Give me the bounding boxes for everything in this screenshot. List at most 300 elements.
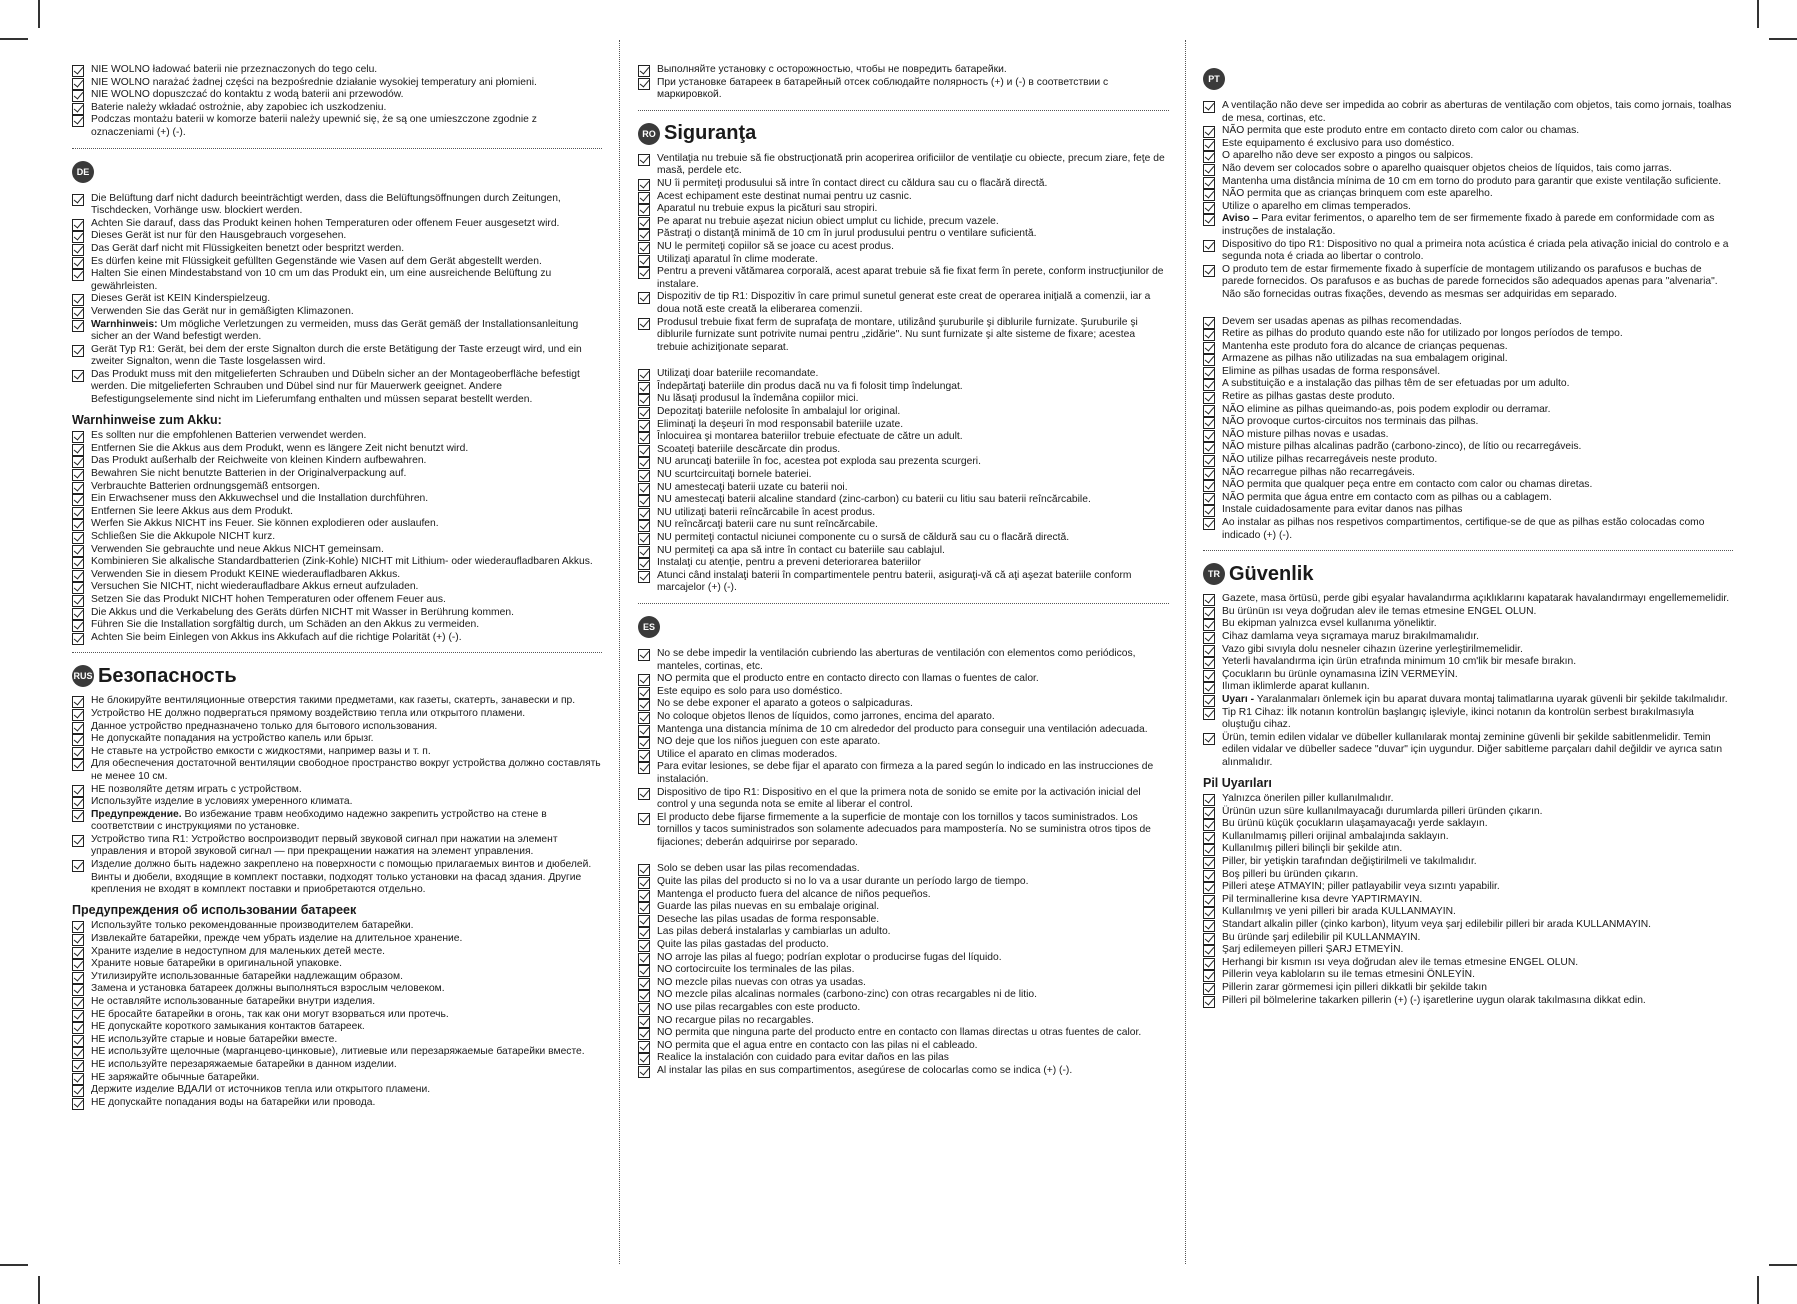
checkbox-icon	[72, 696, 84, 708]
list-item	[72, 89, 602, 102]
checkbox-icon	[1203, 870, 1215, 882]
list-item	[638, 1002, 1169, 1015]
checkbox-icon	[72, 1085, 84, 1097]
list-item-text: Las pilas deberá instalarlas y cambiarlas un adulto.	[657, 926, 891, 938]
list-item-text: Şarj edilemeyen pilleri ŞARJ ETMEYİN.	[1222, 944, 1404, 956]
list-item	[638, 812, 1169, 850]
list-item-text: Das Gerät darf nicht mit Flüssigkeiten benetzt oder bespritzt werden.	[91, 242, 405, 254]
list-item	[638, 393, 1169, 406]
list-item-text: Guarde las pilas nuevas en su embalaje original.	[657, 901, 880, 913]
checkbox-icon	[72, 244, 84, 256]
list-item-text: Утилизируйте использованные батарейки надлежащим образом.	[91, 970, 403, 982]
list-item-text: NO permita que el agua entre en contacto con las pilas ni el cableado.	[657, 1039, 978, 1051]
list-item	[72, 996, 602, 1009]
checkbox-icon	[72, 1010, 84, 1022]
list-item-text: NU scurtcircuitaţi bornele bateriei.	[657, 469, 812, 481]
checkbox-icon	[72, 65, 84, 77]
checkbox-icon	[1203, 442, 1215, 454]
list-item-text: Não devem ser colocados sobre o aparelho quaisquer objetos cheios de líquidos, tais como jarras.	[1222, 162, 1672, 174]
list-item-text: Atunci când instalaţi baterii în compartimentele pentru baterii, asiguraţi-vă că aţi aşezat bateriile conform marcajelor (+) (-).	[657, 569, 1132, 594]
list-item-text: Не ставьте на устройство емкости с жидкостями, например вазы и т. п.	[91, 745, 431, 757]
checkbox-icon	[638, 737, 650, 749]
list-item	[72, 695, 602, 708]
list-item	[638, 952, 1169, 965]
list-item-text: Scoateţi bateriile descărcate din produs.	[657, 443, 841, 455]
list-item-text: Halten Sie einen Mindestabstand von 10 cm um das Produkt ein, um eine ausreichende Belüftung zu gewährleisten.	[91, 268, 552, 292]
list-item-text: NIE WOLNO dopuszczać do kontaktu z wodą baterii ani przewodów.	[91, 89, 404, 101]
list-item	[638, 545, 1169, 558]
pt-battery-list	[1203, 316, 1733, 543]
list-item	[638, 557, 1169, 570]
checkbox-icon	[72, 734, 84, 746]
list-item-text: Dispositivo de tipo R1: Dispositivo en el que la primera nota de sonido se emite por la activación inicial del control y una segunda nota se emite al liberar el control.	[657, 786, 1141, 811]
list-item-text: Храните изделие в недоступном для маленьких детей месте.	[91, 945, 386, 957]
checkbox-icon	[638, 750, 650, 762]
checkbox-icon	[638, 407, 650, 419]
checkbox-icon	[72, 785, 84, 797]
list-item-text: Не блокируйте вентиляционные отверстия такими предметами, как газеты, скатерть, занавески и пр.	[91, 695, 576, 707]
list-item	[72, 784, 602, 797]
list-item	[1203, 618, 1733, 631]
checkbox-icon	[1203, 329, 1215, 341]
list-item	[72, 455, 602, 468]
checkbox-icon	[638, 1016, 650, 1028]
list-item-text: NU permiteţi contactul niciunei componente cu o sursă de căldură sau cu o flacără directă.	[657, 532, 1070, 543]
list-item-text: NO deje que los niños jueguen con este aparato.	[657, 736, 881, 748]
checkbox-icon	[72, 557, 84, 569]
list-item-text: NO mezcle pilas nuevas con otras ya usadas.	[657, 976, 866, 988]
checkbox-icon	[72, 595, 84, 607]
rus-battery-list	[72, 920, 602, 1109]
list-item-text: Achten Sie beim Einlegen von Akkus ins Akkufach auf die richtige Polarität (+) (-).	[91, 631, 462, 643]
checkbox-icon	[72, 1073, 84, 1085]
list-item-text: Çocukların bu ürünle oynamasına İZİN VERMEYİN.	[1222, 668, 1458, 680]
checkbox-icon	[638, 1028, 650, 1040]
list-item	[638, 686, 1169, 699]
list-item-text: Schließen Sie die Akkupole NICHT kurz.	[91, 531, 276, 542]
checkbox-icon	[638, 457, 650, 469]
checkbox-icon	[638, 978, 650, 990]
list-item	[638, 570, 1169, 595]
list-item	[1203, 995, 1733, 1008]
list-item	[72, 556, 602, 569]
list-item-text: NÃO permita que qualquer peça entre em contacto com calor ou chamas diretas.	[1222, 479, 1593, 491]
list-item-text: NIE WOLNO narażać żadnej części na bezpośrednie działanie wysokiej temperatury ani płomieni.	[91, 76, 537, 88]
list-item-text: Solo se deben usar las pilas recomendadas.	[657, 863, 860, 875]
checkbox-icon	[1203, 468, 1215, 480]
checkbox-icon	[638, 382, 650, 394]
list-item	[638, 419, 1169, 432]
list-item-text: Выполняйте установку с осторожностью, чтобы не повредить батарейки.	[657, 64, 1007, 75]
list-item	[72, 506, 602, 519]
checkbox-icon	[638, 877, 650, 889]
checkbox-icon	[638, 229, 650, 241]
list-item-text: NO use pilas recargables con este producto.	[657, 1002, 861, 1013]
checkbox-icon	[1203, 189, 1215, 201]
list-item	[72, 632, 602, 645]
checkbox-icon	[638, 712, 650, 724]
list-item	[72, 243, 602, 256]
list-item	[1203, 919, 1733, 932]
checkbox-icon	[638, 927, 650, 939]
list-item	[1203, 806, 1733, 819]
list-item	[72, 594, 602, 607]
checkbox-icon	[638, 990, 650, 1002]
list-item	[72, 834, 602, 859]
list-item	[638, 1040, 1169, 1053]
list-item-text: Das Produkt muss mit den mitgelieferten Schrauben und Dübeln sicher an der Montageoberfläche befestigt werden. Die mitgelieferten Schrauben und Dübel sind nur für Mauerwerk geeignet. Andere Befestigungselemente sind nicht im Lieferumfang enthalten und müssen separat bestellt werden.	[91, 368, 580, 406]
list-item	[72, 721, 602, 734]
checkbox-icon	[72, 469, 84, 481]
list-item-text: НЕ допускайте короткого замыкания контактов батареек.	[91, 1021, 365, 1033]
checkbox-icon	[1203, 895, 1215, 907]
list-item	[638, 381, 1169, 394]
column-3	[1203, 64, 1733, 1007]
list-item-text: Armazene as pilhas não utilizadas na sua embalagem original.	[1222, 353, 1508, 365]
list-item	[638, 876, 1169, 889]
checkbox-icon	[638, 1053, 650, 1065]
es-battery-list	[638, 863, 1169, 1077]
list-item	[638, 1027, 1169, 1040]
list-item	[1203, 391, 1733, 404]
list-item-text: Verbrauchte Batterien ordnungsgemäß entsorgen.	[91, 480, 320, 492]
column-divider	[1185, 40, 1186, 1264]
list-item-text: Versuchen Sie NICHT, nicht wiederaufladbare Akkus erneut aufzuladen.	[91, 581, 419, 593]
checkbox-icon	[72, 747, 84, 759]
list-item-text: Bu üründe şarj edilebilir pil KULLANMAYIN.	[1222, 931, 1421, 943]
list-item	[1203, 201, 1733, 214]
checkbox-icon	[638, 255, 650, 267]
list-item-text: Devem ser usadas apenas as pilhas recomendadas.	[1222, 315, 1462, 327]
checkbox-icon	[72, 1047, 84, 1059]
list-item-text: No se debe impedir la ventilación cubriendo las aberturas de ventilación con elementos como periódicos, manteles, cortinas, etc.	[657, 647, 1136, 672]
list-item	[638, 761, 1169, 786]
list-item-text: Die Akkus und die Verkabelung des Geräts dürfen NICHT mit Wasser in Berührung kommen.	[91, 606, 514, 618]
list-item	[638, 648, 1169, 673]
list-item	[1203, 681, 1733, 694]
list-item-text: No coloque objetos llenos de líquidos, como jarrones, encima del aparato.	[657, 710, 995, 722]
list-item	[1203, 818, 1733, 831]
list-item-text: Pilleri pil bölmelerine takarken pillerin (+) (-) işaretlerine uygun olarak takılmasına dikkat edin.	[1222, 994, 1646, 1006]
list-item-text: Este equipo es solo para uso doméstico.	[657, 685, 843, 697]
list-item-text: Produsul trebuie fixat ferm de suprafaţa de montare, utilizând şuruburile şi diblurile furnizate. Şuruburile şi diblurile furnizate sunt potrivite numai pentru „zidărie". Nu sunt furnizate şi alte sisteme de fixare; acestea trebuie achiziţionate separat.	[657, 316, 1138, 353]
checkbox-icon	[638, 1066, 650, 1078]
list-item	[638, 939, 1169, 952]
list-item-text: Gerät Typ R1: Gerät, bei dem der erste Signalton durch die erste Betätigung der Taste erzeugt wird, und ein zweiter Signalton, wenn die Taste losgelassen wird.	[91, 343, 582, 368]
list-item	[638, 889, 1169, 902]
list-item	[72, 983, 602, 996]
checkbox-icon	[638, 813, 650, 825]
checkbox-icon	[1203, 882, 1215, 894]
list-item-text: Замена и установка батареек должны выполняться взрослым человеком.	[91, 983, 445, 995]
checkbox-icon	[72, 709, 84, 721]
checkbox-icon	[1203, 265, 1215, 277]
checkbox-icon	[1203, 392, 1215, 404]
checkbox-icon	[1203, 101, 1215, 113]
checkbox-icon	[1203, 695, 1215, 707]
list-item	[638, 254, 1169, 267]
list-item	[638, 989, 1169, 1002]
checkbox-icon	[638, 533, 650, 545]
list-item	[638, 456, 1169, 469]
tr-list-2	[1203, 707, 1733, 770]
checkbox-icon	[72, 1098, 84, 1110]
rus-warning: Предупреждение. Во избежание травм необходимо надежно закрепить устройство на стене в соответствии с инструкциями по установке.	[72, 809, 602, 834]
checkbox-icon	[1203, 455, 1215, 467]
list-item-text: Используйте только рекомендованные производителем батарейки.	[91, 920, 414, 932]
checkbox-icon	[72, 370, 84, 382]
checkbox-icon	[72, 532, 84, 544]
list-item-text: Ilıman iklimlerde aparat kullanın.	[1222, 681, 1370, 693]
list-item	[1203, 328, 1733, 341]
list-item-text: NO cortocircuite los terminales de las pilas.	[657, 964, 855, 976]
list-item	[72, 796, 602, 809]
lang-badge-tr: TR	[1203, 563, 1225, 585]
list-item-text: Retire as pilhas gastas deste produto.	[1222, 391, 1395, 403]
checkbox-icon	[638, 915, 650, 927]
list-item-text: NO recargue pilas no recargables.	[657, 1014, 814, 1026]
list-item-text: Das Produkt außerhalb der Reichweite von kleinen Kindern aufbewahren.	[91, 455, 427, 467]
list-item	[1203, 467, 1733, 480]
list-item	[1203, 441, 1733, 454]
list-item-text: Данное устройство предназначено только для бытового использования.	[91, 720, 438, 732]
list-item-text: Înlocuirea şi montarea bateriilor trebuie efectuate de către un adult.	[657, 431, 963, 443]
checkbox-icon	[638, 394, 650, 406]
list-item	[72, 544, 602, 557]
ru-list	[638, 64, 1169, 102]
list-item-text: Es sollten nur die empfohlenen Batterien verwendet werden.	[91, 430, 367, 442]
list-item-text: NÃO permita que este produto entre em contacto direto com calor ou chamas.	[1222, 125, 1580, 137]
list-item-text: Не допускайте попадания на устройство капель или брызг.	[91, 733, 374, 745]
checkbox-icon	[72, 1060, 84, 1072]
column-2	[638, 64, 1169, 1078]
checkbox-icon	[1203, 202, 1215, 214]
checkbox-icon	[638, 953, 650, 965]
list-item-text: Al instalar las pilas en sus compartimentos, asegúrese de colocarlas como se indica (+) (-).	[657, 1064, 1073, 1076]
list-item	[638, 698, 1169, 711]
list-item-text: Pil terminallerine kısa devre YAPTIRMAYIN.	[1222, 893, 1423, 905]
checkbox-icon	[1203, 379, 1215, 391]
checkbox-icon	[638, 318, 650, 330]
list-item	[1203, 656, 1733, 669]
list-item-text: NÃO permita que as crianças brinquem com este aparelho.	[1222, 188, 1493, 200]
list-item	[72, 1084, 602, 1097]
list-item	[72, 193, 602, 218]
checkbox-icon	[638, 445, 650, 457]
es-list	[638, 648, 1169, 850]
checkbox-icon	[72, 921, 84, 933]
de-list-2	[72, 344, 602, 407]
checkbox-icon	[72, 947, 84, 959]
list-item	[638, 519, 1169, 532]
list-item	[72, 619, 602, 632]
list-item-text: Verwenden Sie das Gerät nur in gemäßigten Klimazonen.	[91, 305, 354, 317]
checkbox-icon	[638, 420, 650, 432]
list-item	[72, 468, 602, 481]
list-item	[638, 266, 1169, 291]
checkbox-icon	[1203, 214, 1215, 226]
list-item	[72, 493, 602, 506]
list-item	[72, 1072, 602, 1085]
list-item	[72, 920, 602, 933]
checkbox-icon	[638, 940, 650, 952]
list-item	[638, 494, 1169, 507]
list-item-text: NU aruncaţi bateriile în foc, acestea pot exploda sau prezenta scurgeri.	[657, 456, 981, 468]
list-item	[638, 291, 1169, 316]
checkbox-icon	[1203, 632, 1215, 644]
list-item	[1203, 341, 1733, 354]
list-item	[638, 482, 1169, 495]
list-item	[1203, 593, 1733, 606]
rus-list	[72, 695, 602, 808]
list-item	[72, 77, 602, 90]
list-item-text: Bu ürünü küçük çocukların ulaşamayacağı yerde saklayın.	[1222, 818, 1488, 830]
list-item	[72, 230, 602, 243]
list-item-text: NU utilizaţi baterii reîncărcabile în acest produs.	[657, 506, 876, 518]
list-item-text: Standart alkalin piller (çinko karbon), lityum veya şarj edilebilir pilleri bir arada KULLANMAYIN.	[1222, 919, 1652, 931]
checkbox-icon	[1203, 405, 1215, 417]
list-item	[72, 114, 602, 139]
list-item-text: O produto tem de estar firmemente fixado à superfície de montagem utilizando os parafusos e buchas de parede fornecidos. Os parafusos e as buchas de parede fornecidos são adequados apenas para "alvenaria". Não são fornecidas outras fixações, devendo as mesmas ser adquiridas em separado.	[1222, 263, 1718, 300]
list-item-text: Не оставляйте использованные батарейки внутри изделия.	[91, 996, 376, 1007]
list-item-text: Для обеспечения достаточной вентиляции свободное пространство вокруг устройства должно составлять не менее 10 см.	[91, 758, 601, 782]
list-item	[72, 1009, 602, 1022]
list-item	[1203, 843, 1733, 856]
list-item	[72, 1034, 602, 1047]
checkbox-icon	[72, 722, 84, 734]
list-item-text: NU îi permiteţi produsului să intre în contact direct cu căldura sau cu o flacără directă.	[657, 177, 1048, 189]
checkbox-icon	[1203, 607, 1215, 619]
list-item-text: NÃO misture pilhas novas e usadas.	[1222, 428, 1389, 440]
list-item-text: Cihaz damlama veya sıçramaya maruz bırakılmamalıdır.	[1222, 630, 1479, 642]
list-item	[1203, 404, 1733, 417]
list-item-text: Elimine as pilhas usadas de forma responsável.	[1222, 365, 1441, 377]
checkbox-icon	[1203, 126, 1215, 138]
list-item-text: Bewahren Sie nicht benutzte Batterien in der Originalverpackung auf.	[91, 468, 407, 480]
list-item	[72, 1059, 602, 1072]
checkbox-icon	[72, 482, 84, 494]
checkbox-icon	[638, 217, 650, 229]
checkbox-icon	[638, 483, 650, 495]
checkbox-icon	[72, 759, 84, 771]
list-item	[638, 964, 1169, 977]
checkbox-icon	[638, 674, 650, 686]
list-item	[638, 191, 1169, 204]
list-item	[72, 946, 602, 959]
tr-list	[1203, 593, 1733, 694]
list-item-text: Die Belüftung darf nicht dadurch beeinträchtigt werden, dass die Belüftungsöffnungen durch Zeitungen, Tischdecken, Vorhänge usw. blockiert werden.	[91, 192, 561, 217]
checkbox-icon	[1203, 933, 1215, 945]
list-item	[72, 569, 602, 582]
checkbox-icon	[638, 890, 650, 902]
list-item	[72, 306, 602, 319]
list-item-text: Podczas montażu baterii w komorze baterii należy upewnić się, że są one umieszczone zgodnie z oznaczeniami (+) (-).	[91, 114, 537, 138]
list-item	[1203, 631, 1733, 644]
checkbox-icon	[72, 984, 84, 996]
list-item-text: Este equipamento é exclusivo para uso doméstico.	[1222, 137, 1455, 149]
checkbox-icon	[1203, 493, 1215, 505]
list-item	[72, 1021, 602, 1034]
list-item	[638, 914, 1169, 927]
checkbox-icon	[1203, 164, 1215, 176]
checkbox-icon	[1203, 945, 1215, 957]
checkbox-icon	[1203, 670, 1215, 682]
list-item	[1203, 894, 1733, 907]
checkbox-icon	[72, 1035, 84, 1047]
list-item	[1203, 479, 1733, 492]
checkbox-icon	[1203, 807, 1215, 819]
column-divider	[619, 40, 620, 1264]
list-item	[638, 431, 1169, 444]
checkbox-icon	[1203, 708, 1215, 720]
rus-battery-heading: Предупреждения об использовании батареек	[72, 902, 357, 917]
list-item-text: Îndepărtaţi bateriile din produs dacă nu va fi folosit timp îndelungat.	[657, 380, 963, 392]
checkbox-icon	[72, 345, 84, 357]
lang-badge-ro: RO	[638, 123, 660, 145]
checkbox-icon	[72, 972, 84, 984]
list-item	[638, 203, 1169, 216]
list-item	[638, 241, 1169, 254]
list-item-text: Păstraţi o distanţă minimă de 10 cm în jurul produsului pentru o ventilare suficientă.	[657, 228, 1037, 240]
section-divider	[72, 652, 602, 653]
list-item-text: При установке батареек в батарейный отсек соблюдайте полярность (+) и (-) в соответствии с маркировкой.	[657, 76, 1109, 101]
checkbox-icon	[72, 959, 84, 971]
ro-battery-list	[638, 368, 1169, 595]
checkbox-icon	[1203, 844, 1215, 856]
list-item-text: Pilleri ateşe ATMAYIN; piller patlayabilir veya sızıntı yapabilir.	[1222, 881, 1500, 893]
list-item-text: Bu ürünün ısı veya doğrudan alev ile temas etmesine ENGEL OLUN.	[1222, 605, 1537, 617]
list-item-text: Realice la instalación con cuidado para evitar daños en las pilas	[657, 1052, 949, 1064]
list-item	[1203, 944, 1733, 957]
list-item-text: NU amestecaţi baterii alcaline standard (zinc-carbon) cu baterii cu litiu sau baterii reîncărcabile.	[657, 494, 1091, 506]
list-item	[1203, 606, 1733, 619]
checkbox-icon	[1203, 367, 1215, 379]
section-divider	[1203, 550, 1733, 551]
checkbox-icon	[638, 1003, 650, 1015]
list-item-text: НЕ бросайте батарейки в огонь, так как они могут взорваться или протечь.	[91, 1008, 449, 1020]
list-item-text: Retire as pilhas do produto quando este não for utilizado por longos períodos de tempo.	[1222, 328, 1623, 340]
list-item	[638, 216, 1169, 229]
list-item-text: NU le permiteţi copiilor să se joace cu acest produs.	[657, 240, 894, 252]
list-item-text: Ein Erwachsener muss den Akkuwechsel und die Installation durchführen.	[91, 493, 429, 505]
checkbox-icon	[1203, 657, 1215, 669]
list-item-text: No se debe exponer el aparato a goteos o salpicaduras.	[657, 698, 913, 710]
list-item-text: NO permita que ninguna parte del producto entre en contacto con llamas directas u otras fuentes de calor.	[657, 1027, 1142, 1039]
list-item	[638, 901, 1169, 914]
list-item	[1203, 881, 1733, 894]
checkbox-icon	[1203, 819, 1215, 831]
list-item	[1203, 125, 1733, 138]
list-item-text: NIE WOLNO ładować baterii nie przeznaczonych do tego celu.	[91, 64, 378, 75]
list-item-text: Ventilaţia nu trebuie să fie obstrucţionată prin acoperirea orificiilor de ventilaţie cu obiecte, precum ziare, feţe de masă, perdele etc.	[657, 152, 1165, 177]
checkbox-icon	[638, 762, 650, 774]
de-battery-heading: Warnhinweise zum Akku:	[72, 412, 222, 427]
checkbox-icon	[638, 242, 650, 254]
list-item-text: НЕ допускайте попадания воды на батарейки или провода.	[91, 1096, 376, 1108]
list-item-text: Mantenha uma distância mínima de 10 cm em torno do produto para garantir que existe ventilação suficiente.	[1222, 175, 1722, 187]
list-item	[1203, 454, 1733, 467]
list-item	[638, 711, 1169, 724]
list-item	[72, 971, 602, 984]
checkbox-icon	[638, 699, 650, 711]
list-item	[638, 1015, 1169, 1028]
checkbox-icon	[72, 78, 84, 90]
checkbox-icon	[1203, 505, 1215, 517]
list-item	[1203, 504, 1733, 517]
list-item-text: Piller, bir yetişkin tarafından değiştirilmeli ve takılmalıdır.	[1222, 856, 1477, 868]
checkbox-icon	[1203, 920, 1215, 932]
lang-badge-es: ES	[638, 616, 660, 638]
